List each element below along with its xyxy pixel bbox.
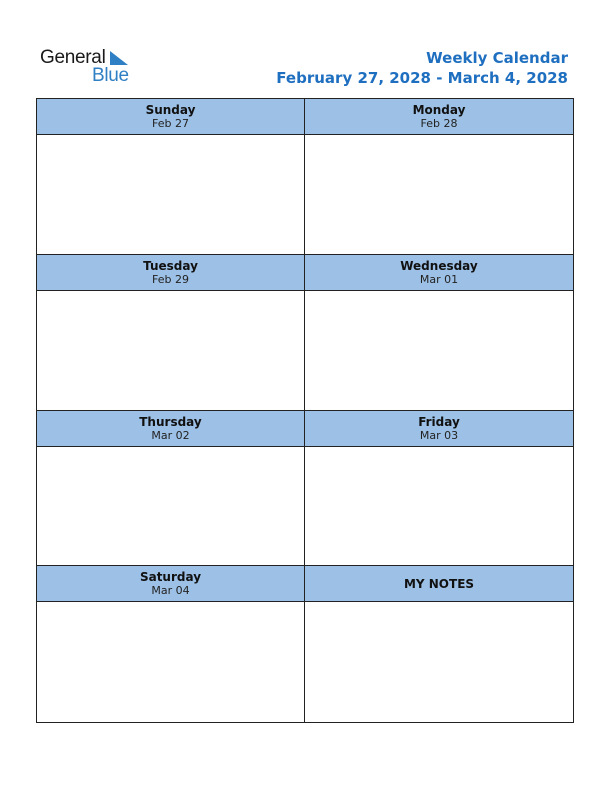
calendar-header bbox=[276, 48, 568, 88]
day-cell-sunday bbox=[37, 99, 305, 255]
day-name: Monday bbox=[412, 103, 466, 117]
day-cell-tuesday bbox=[37, 255, 305, 411]
day-cell-friday bbox=[305, 411, 573, 567]
day-cell-thursday bbox=[37, 411, 305, 567]
day-header bbox=[305, 99, 573, 135]
logo-text-blue: Blue bbox=[92, 65, 129, 86]
day-body[interactable] bbox=[37, 447, 304, 566]
day-date: Mar 03 bbox=[419, 428, 459, 442]
day-header bbox=[37, 99, 304, 135]
day-body[interactable] bbox=[305, 447, 573, 566]
notes-cell bbox=[305, 566, 573, 722]
day-header bbox=[37, 411, 304, 447]
notes-label: MY NOTES bbox=[403, 576, 475, 591]
day-cell-wednesday bbox=[305, 255, 573, 411]
day-header bbox=[305, 255, 573, 291]
day-date: Mar 01 bbox=[419, 272, 459, 286]
logo-text-general: General bbox=[40, 47, 106, 68]
day-date: Feb 28 bbox=[420, 117, 458, 130]
day-date: Feb 27 bbox=[152, 117, 189, 130]
notes-body[interactable] bbox=[305, 602, 573, 722]
week-grid bbox=[36, 98, 574, 723]
day-date: Mar 02 bbox=[151, 428, 190, 442]
day-name: Friday bbox=[418, 414, 460, 429]
day-name: Tuesday bbox=[143, 258, 198, 273]
notes-header bbox=[305, 566, 573, 602]
day-body[interactable] bbox=[37, 135, 304, 254]
day-body[interactable] bbox=[305, 291, 573, 410]
general-blue-logo bbox=[40, 48, 140, 88]
page-title: Weekly Calendar bbox=[426, 49, 568, 67]
day-date: Feb 29 bbox=[152, 272, 189, 286]
day-header bbox=[305, 411, 573, 447]
day-cell-monday bbox=[305, 99, 573, 255]
day-cell-saturday bbox=[37, 566, 305, 722]
date-range: February 27, 2028 - March 4, 2028 bbox=[276, 69, 568, 87]
day-name: Sunday bbox=[145, 103, 196, 117]
day-body[interactable] bbox=[37, 602, 304, 722]
day-header bbox=[37, 566, 304, 602]
day-header bbox=[37, 255, 304, 291]
day-name: Wednesday bbox=[400, 258, 478, 273]
day-body[interactable] bbox=[305, 135, 573, 254]
day-date: Mar 04 bbox=[151, 584, 190, 598]
day-name: Saturday bbox=[139, 570, 202, 585]
day-name: Thursday bbox=[139, 414, 202, 429]
day-body[interactable] bbox=[37, 291, 304, 410]
